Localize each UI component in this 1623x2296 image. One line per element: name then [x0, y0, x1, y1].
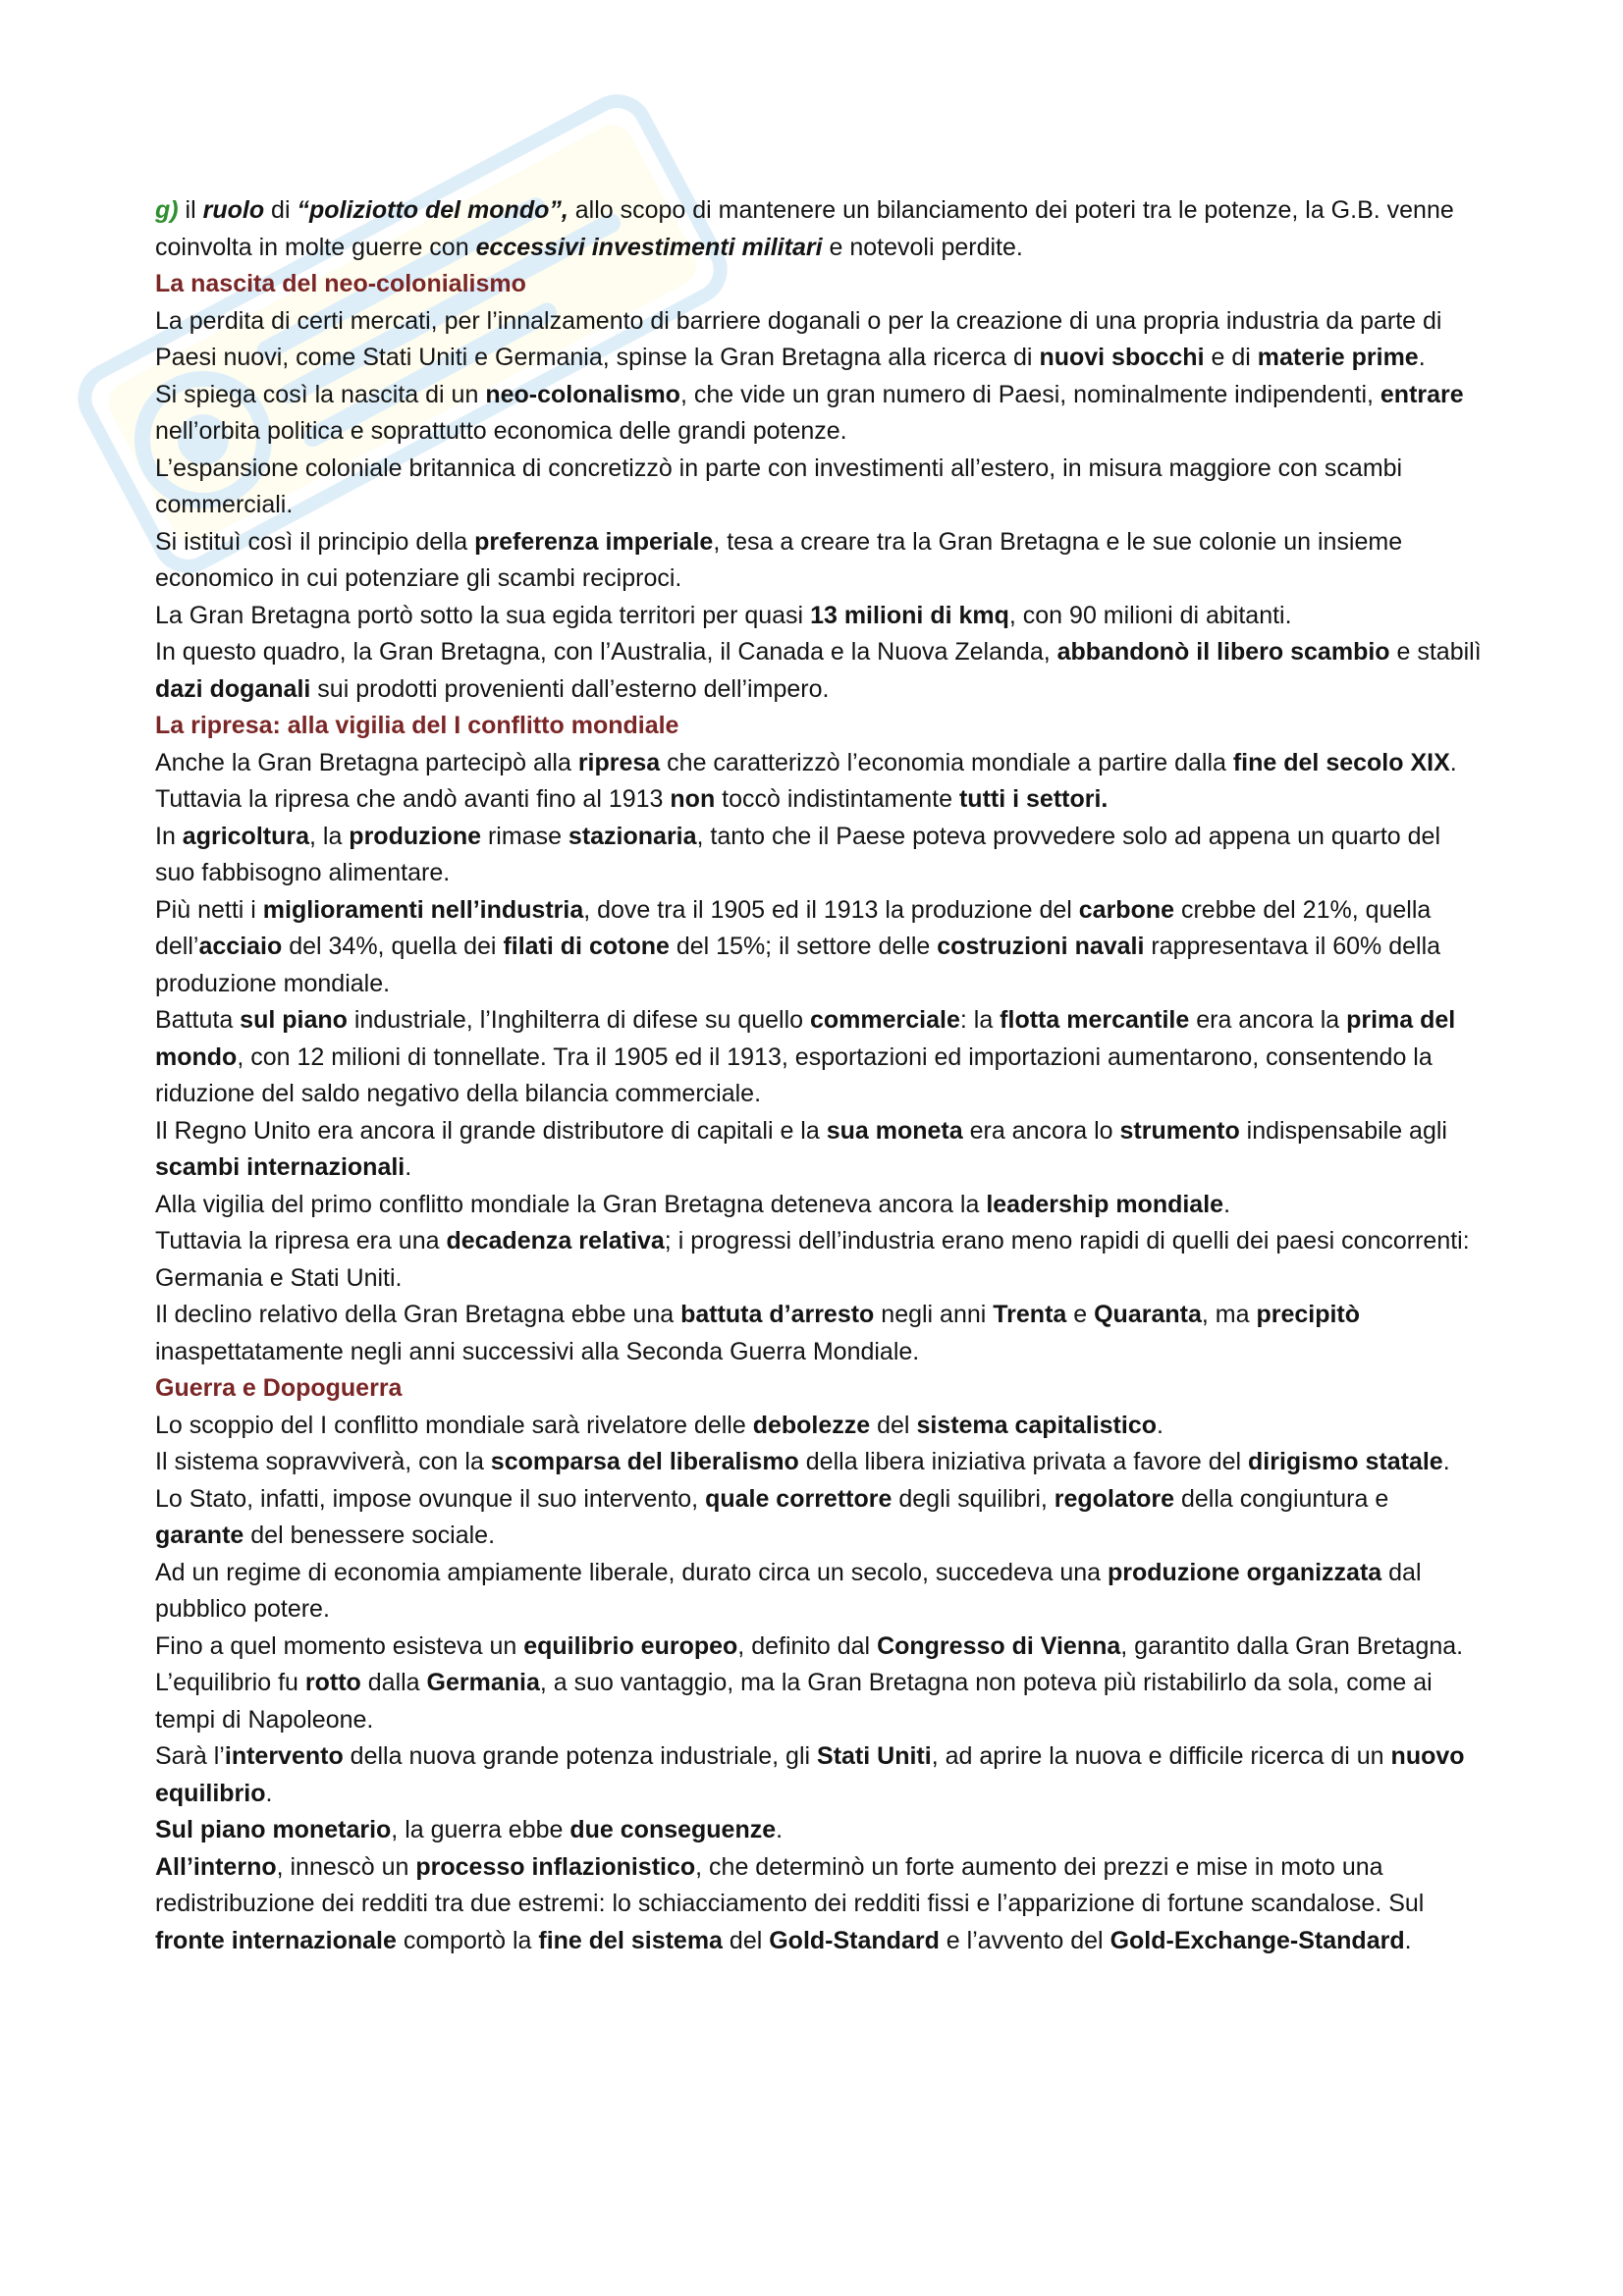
- emphasis-text: battuta d’arresto: [680, 1301, 875, 1328]
- text-run: La perdita di certi mercati, per l’innalzamento di barriere doganali o per la creazione di una propria industria da parte di Paesi nuovi, come Stati Uniti e Germania, spinse la Gran Bretagna alla ricerca di: [155, 306, 1442, 371]
- text-run: Si spiega così la nascita di un: [155, 380, 486, 408]
- text-run: Lo Stato, infatti, impose ovunque il suo intervento,: [155, 1484, 706, 1513]
- text-run: , che vide un gran numero di Paesi, nominalmente indipendenti,: [679, 380, 1380, 408]
- text-run: Sarà l’: [155, 1742, 225, 1770]
- text-run: allo scopo di mantenere un bilanciamento dei poteri tra le potenze, la G.B. venne coinvolta in molte guerre con: [155, 196, 1454, 261]
- text-run: , la: [309, 822, 350, 850]
- emphasis-text: leadership mondiale: [986, 1190, 1224, 1218]
- text-run: , tesa a creare tra la Gran Bretagna e le sue colonie un insieme economico in cui potenziare gli scambi reciproci.: [155, 527, 1403, 592]
- emphasis-text: filati di cotone: [503, 933, 670, 960]
- emphasis-text: Trenta: [993, 1301, 1067, 1328]
- text-run: .: [405, 1153, 412, 1181]
- emphasis-text: Quaranta: [1094, 1301, 1202, 1328]
- emphasis-text: sistema capitalistico: [916, 1411, 1157, 1439]
- text-run: Battuta: [155, 1006, 241, 1034]
- text-run: Alla vigilia del primo conflitto mondiale la Gran Bretagna deteneva ancora la: [155, 1190, 987, 1218]
- body-paragraph: [155, 377, 1483, 451]
- emphasis-text: commerciale: [810, 1006, 960, 1034]
- emphasis-text: produzione organizzata: [1108, 1558, 1382, 1586]
- emphasis-text: dirigismo statale: [1248, 1448, 1443, 1475]
- body-paragraph: [155, 1738, 1483, 1812]
- text-run: nell’orbita politica e soprattutto economica delle grandi potenze.: [155, 417, 847, 445]
- text-run: , con 12 milioni di tonnellate. Tra il 1905 ed il 1913, esportazioni ed importazioni aumentarono, consentendo la riduzione del saldo negativo della bilancia commerciale.: [155, 1042, 1433, 1107]
- emphasis-text: materie prime: [1257, 344, 1419, 371]
- emphasis-text: carbone: [1078, 895, 1175, 924]
- text-run: e l’avvento del: [939, 1926, 1110, 1954]
- emphasis-text: eccessivi investimenti militari: [475, 233, 823, 261]
- text-run: , ma: [1201, 1301, 1257, 1328]
- body-paragraph: [155, 1849, 1483, 1960]
- body-paragraph: [155, 1665, 1483, 1738]
- text-run: Lo scoppio del I conflitto mondiale sarà rivelatore delle: [155, 1411, 753, 1439]
- text-run: , garantito dalla Gran Bretagna.: [1120, 1631, 1464, 1660]
- body-paragraph: [155, 303, 1483, 377]
- emphasis-text: nuovo equilibrio: [155, 1742, 1465, 1807]
- text-run: rappresentava il 60% della produzione mondiale.: [155, 933, 1441, 997]
- emphasis-text: quale correttore: [705, 1484, 893, 1513]
- body-paragraph: [155, 892, 1483, 1003]
- text-run: Fino a quel momento esisteva un: [155, 1631, 524, 1660]
- emphasis-text: Congresso di Vienna: [877, 1631, 1121, 1660]
- body-paragraph: [155, 598, 1483, 635]
- text-run: comportò la: [396, 1926, 539, 1954]
- text-run: del: [722, 1926, 770, 1954]
- emphasis-text: agricoltura: [182, 822, 309, 850]
- body-paragraph: [155, 1481, 1483, 1555]
- text-run: , dove tra il 1905 ed il 1913 la produzione del: [583, 895, 1079, 924]
- emphasis-text: non: [670, 785, 716, 813]
- text-run: di: [264, 196, 298, 224]
- emphasis-text: due conseguenze: [569, 1816, 777, 1843]
- emphasis-text: sul piano: [240, 1006, 348, 1034]
- emphasis-text: sua moneta: [826, 1116, 963, 1145]
- text-run: , definito dal: [737, 1631, 878, 1660]
- emphasis-text: rotto: [304, 1669, 361, 1696]
- emphasis-text: costruzioni navali: [937, 933, 1145, 960]
- text-run: , la guerra ebbe: [391, 1816, 570, 1843]
- emphasis-text: Germania: [426, 1669, 540, 1696]
- text-run: era ancora lo: [962, 1116, 1120, 1145]
- text-run: , ad aprire la nuova e difficile ricerca di un: [931, 1742, 1391, 1770]
- text-run: rimase: [481, 822, 568, 850]
- emphasis-text: regolatore: [1054, 1484, 1175, 1513]
- text-run: che caratterizzò l’economia mondiale a partire dalla: [660, 748, 1233, 776]
- text-run: , che determinò un forte aumento dei prezzi e mise in moto una redistribuzione dei redditi tra due estremi: lo schiacciamento dei redditi fissi e l’apparizione di fortune scandalose. Sul: [155, 1852, 1425, 1917]
- text-run: del 15%; il settore delle: [669, 933, 938, 960]
- emphasis-text: acciaio: [198, 933, 283, 960]
- section-heading: [155, 1370, 1483, 1408]
- text-run: della nuova grande potenza industriale, gli: [343, 1742, 818, 1770]
- text-run: , innescò un: [276, 1852, 416, 1881]
- emphasis-text: Gold-Exchange-Standard: [1109, 1926, 1405, 1954]
- text-run: dal pubblico potere.: [155, 1558, 1422, 1623]
- emphasis-text: Gold-Standard: [769, 1926, 940, 1954]
- text-run: e di: [1204, 344, 1258, 371]
- section-heading: [155, 266, 1483, 303]
- text-run: sui prodotti provenienti dall’esterno dell’impero.: [310, 674, 830, 703]
- emphasis-text: 13 milioni di kmq: [810, 601, 1009, 629]
- text-run: La nascita del neo-colonialismo: [155, 270, 526, 297]
- body-paragraph: [155, 1297, 1483, 1370]
- text-run: Si istituì così il principio della: [155, 527, 475, 556]
- text-run: industriale, l’Inghilterra di difese su quello: [347, 1006, 810, 1034]
- body-paragraph: [155, 1629, 1483, 1666]
- text-run: La ripresa: alla vigilia del I conflitto mondiale: [155, 712, 679, 739]
- body-paragraph: [155, 781, 1483, 819]
- body-paragraph: [155, 1408, 1483, 1445]
- emphasis-text: g): [155, 196, 179, 224]
- text-run: L’espansione coloniale britannica di concretizzò in parte con investimenti all’estero, in misura maggiore con scambi commerciali.: [155, 454, 1403, 518]
- emphasis-text: debolezze: [752, 1411, 871, 1439]
- emphasis-text: precipitò: [1256, 1301, 1361, 1328]
- emphasis-text: produzione: [349, 822, 482, 850]
- emphasis-text: nuovi sbocchi: [1039, 344, 1205, 371]
- body-paragraph: [155, 1444, 1483, 1481]
- text-run: Guerra e Dopoguerra: [155, 1374, 403, 1402]
- emphasis-text: All’interno: [155, 1852, 277, 1881]
- text-run: della libera iniziativa privata a favore del: [798, 1448, 1249, 1475]
- text-run: .: [1418, 344, 1426, 371]
- text-run: e stabilì: [1389, 638, 1482, 666]
- emphasis-text: equilibrio europeo: [523, 1631, 738, 1660]
- emphasis-text: ripresa: [577, 748, 661, 776]
- emphasis-text: abbandonò il libero scambio: [1056, 638, 1390, 666]
- text-run: ; i progressi dell’industria erano meno rapidi di quelli dei paesi concorrenti: Germania e Stati Uniti.: [155, 1227, 1470, 1292]
- text-run: .: [265, 1779, 273, 1807]
- emphasis-text: scambi internazionali: [155, 1153, 406, 1181]
- body-paragraph: [155, 1812, 1483, 1849]
- text-run: del: [870, 1411, 917, 1439]
- text-run: e: [1066, 1301, 1095, 1328]
- text-run: crebbe del 21%, quella dell’: [155, 895, 1432, 960]
- text-run: : la: [959, 1006, 1001, 1034]
- emphasis-text: neo-colonalismo: [485, 380, 680, 408]
- text-run: .: [1157, 1411, 1163, 1439]
- section-heading: [155, 708, 1483, 745]
- text-run: .: [1449, 748, 1457, 776]
- body-paragraph: [155, 192, 1483, 266]
- text-run: del benessere sociale.: [243, 1522, 496, 1549]
- emphasis-text: stazionaria: [568, 822, 697, 850]
- emphasis-text: scomparsa del liberalismo: [490, 1448, 799, 1475]
- emphasis-text: decadenza relativa: [446, 1227, 665, 1255]
- emphasis-text: Stati Uniti: [817, 1742, 932, 1770]
- text-run: .: [776, 1816, 784, 1843]
- document-body: [155, 192, 1483, 1959]
- text-run: inaspettatamente negli anni successivi alla Seconda Guerra Mondiale.: [155, 1337, 920, 1365]
- text-run: , a suo vantaggio, ma la Gran Bretagna non poteva più ristabilirlo da sola, come ai tempi di Napoleone.: [155, 1669, 1433, 1734]
- text-run: , con 90 milioni di abitanti.: [1008, 601, 1292, 629]
- text-run: .: [1404, 1926, 1412, 1954]
- text-run: Anche la Gran Bretagna partecipò alla: [155, 748, 578, 776]
- text-run: e notevoli perdite.: [822, 233, 1023, 261]
- text-run: .: [1442, 1448, 1450, 1475]
- emphasis-text: strumento: [1119, 1116, 1240, 1145]
- text-run: In: [155, 822, 183, 850]
- text-run: degli squilibri,: [892, 1484, 1055, 1513]
- body-paragraph: [155, 1002, 1483, 1113]
- body-paragraph: [155, 745, 1483, 782]
- emphasis-text: ruolo: [202, 196, 265, 224]
- emphasis-text: flotta mercantile: [1000, 1006, 1190, 1034]
- emphasis-text: prima del mondo: [155, 1006, 1456, 1071]
- body-paragraph: [155, 1113, 1483, 1187]
- text-run: Il Regno Unito era ancora il grande distributore di capitali e la: [155, 1116, 827, 1145]
- text-run: era ancora la: [1189, 1006, 1347, 1034]
- body-paragraph: [155, 1555, 1483, 1629]
- text-run: L’equilibrio fu: [155, 1669, 305, 1696]
- text-run: il: [178, 196, 203, 224]
- emphasis-text: preferenza imperiale: [474, 527, 714, 556]
- emphasis-text: entrare: [1380, 380, 1464, 408]
- text-run: .: [1223, 1190, 1231, 1218]
- emphasis-text: tutti i settori.: [958, 785, 1109, 813]
- text-run: Ad un regime di economia ampiamente liberale, durato circa un secolo, succedeva una: [155, 1558, 1108, 1586]
- text-run: toccò indistintamente: [715, 785, 959, 813]
- emphasis-text: fine del secolo XIX: [1232, 748, 1450, 776]
- emphasis-text: fine del sistema: [538, 1926, 723, 1954]
- emphasis-text: Sul piano monetario: [155, 1816, 392, 1843]
- text-run: indispensabile agli: [1239, 1116, 1447, 1145]
- emphasis-text: dazi doganali: [155, 674, 311, 703]
- text-run: Più netti i: [155, 895, 263, 924]
- emphasis-text: processo inflazionistico: [415, 1852, 696, 1881]
- text-run: Il sistema sopravviverà, con la: [155, 1448, 491, 1475]
- body-paragraph: [155, 1223, 1483, 1297]
- body-paragraph: [155, 1187, 1483, 1224]
- emphasis-text: miglioramenti nell’industria: [262, 895, 584, 924]
- text-run: Tuttavia la ripresa che andò avanti fino al 1913: [155, 785, 671, 813]
- emphasis-text: intervento: [224, 1742, 344, 1770]
- emphasis-text: “poliziotto del mondo”,: [297, 196, 568, 224]
- text-run: In questo quadro, la Gran Bretagna, con l’Australia, il Canada e la Nuova Zelanda,: [155, 638, 1057, 666]
- emphasis-text: garante: [155, 1522, 244, 1549]
- body-paragraph: [155, 819, 1483, 892]
- text-run: La Gran Bretagna portò sotto la sua egida territori per quasi: [155, 601, 811, 629]
- body-paragraph: [155, 634, 1483, 708]
- text-run: negli anni: [874, 1301, 994, 1328]
- text-run: , tanto che il Paese poteva provvedere solo ad appena un quarto del suo fabbisogno alimentare.: [155, 822, 1441, 886]
- body-paragraph: [155, 451, 1483, 524]
- text-run: della congiuntura e: [1174, 1484, 1389, 1513]
- text-run: dalla: [360, 1669, 427, 1696]
- text-run: Tuttavia la ripresa era una: [155, 1227, 447, 1255]
- text-run: Il declino relativo della Gran Bretagna ebbe una: [155, 1301, 681, 1328]
- emphasis-text: fronte internazionale: [155, 1926, 397, 1954]
- text-run: del 34%, quella dei: [282, 933, 504, 960]
- body-paragraph: [155, 524, 1483, 598]
